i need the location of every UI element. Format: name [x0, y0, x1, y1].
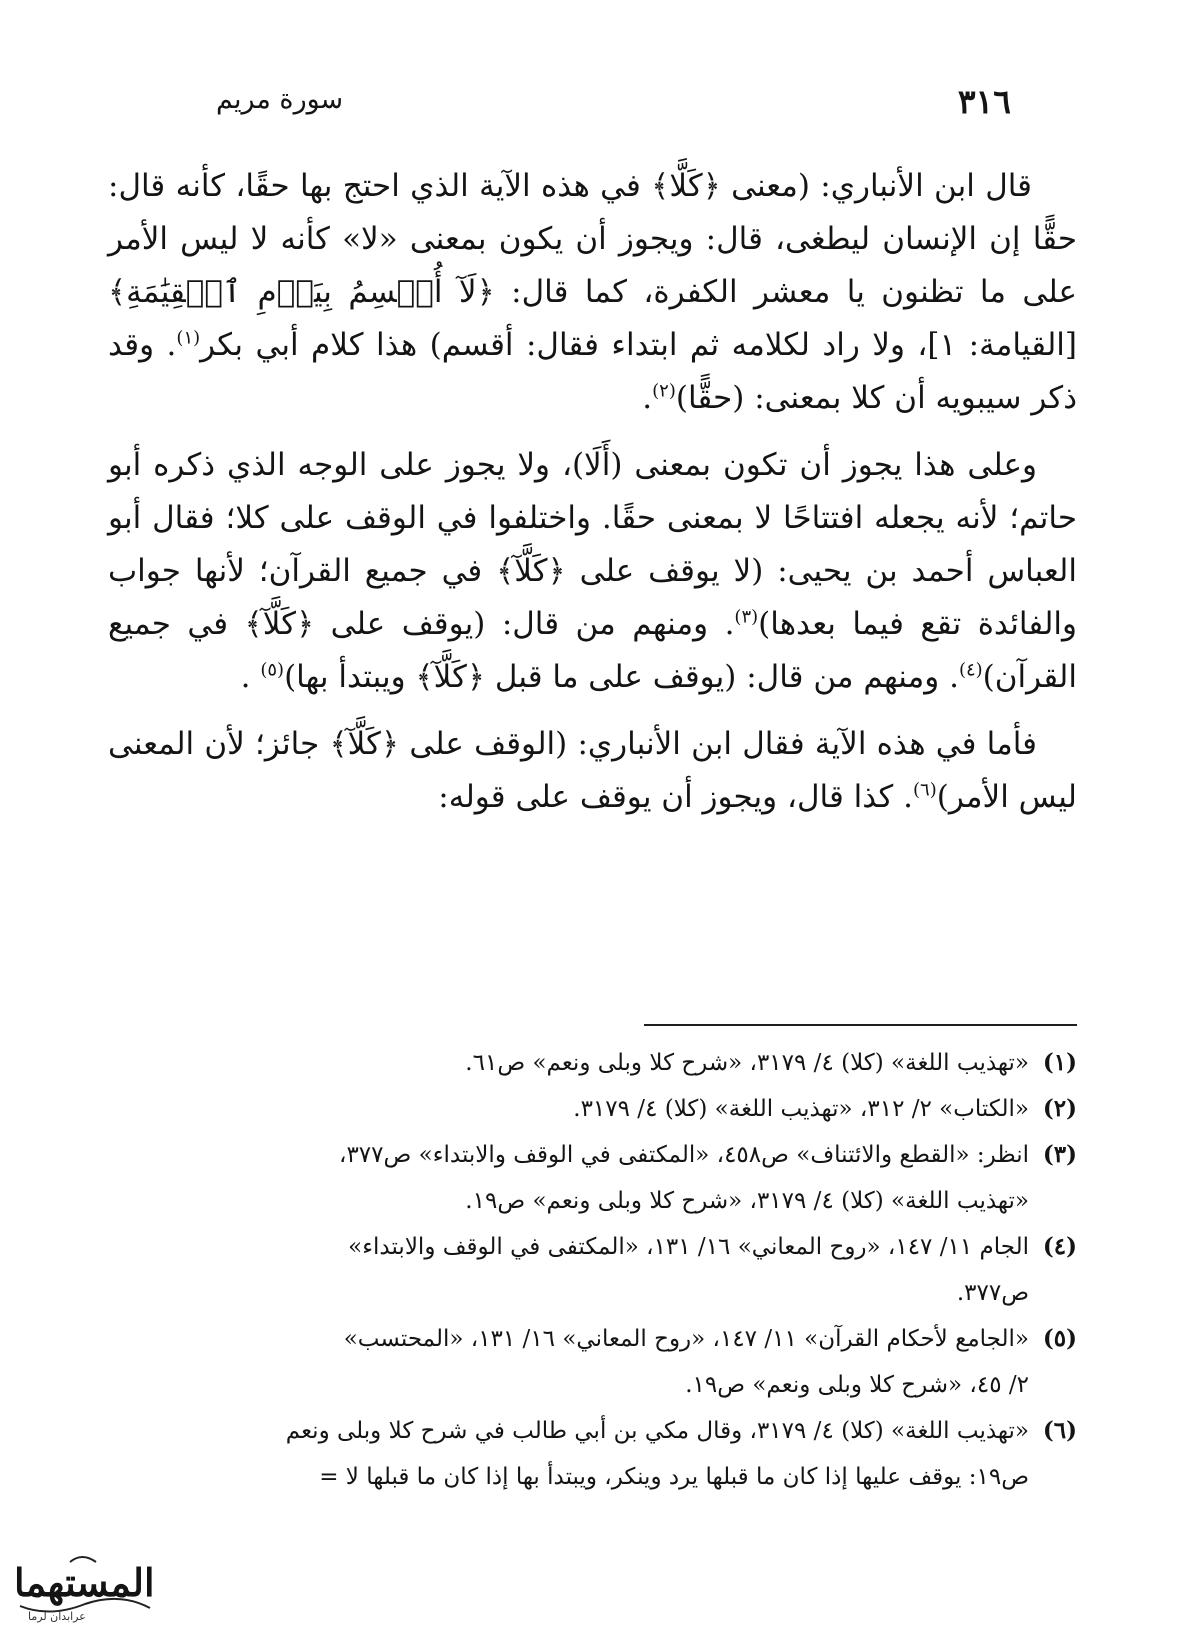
surah-title: سورة مريم: [216, 84, 344, 115]
footnote-5: [108, 1316, 1077, 1408]
footnote-line: الجام ١١/ ١٤٧، «روح المعاني» ١٦/ ١٣١، «المكتفى في الوقف والابتداء»: [348, 1234, 1029, 1260]
footnote-3: [108, 1132, 1077, 1224]
footnote-line: ٢/ ٤٥، «شرح كلا وبلى ونعم» ص١٩.: [685, 1372, 1029, 1398]
paragraph-3-tail: . كذا قال، ويجوز أن يوقف على قوله:: [438, 779, 913, 815]
footnote-line: ص١٩: يوقف عليها إذا كان ما قبلها يرد وينكر، ويبتدأ بها إذا كان ما قبلها لا =: [319, 1464, 1029, 1490]
footnote-text: [108, 1040, 1029, 1086]
footnote-line: «تهذيب اللغة» (كلا) ٤/ ٣١٧٩، وقال مكي بن أبي طالب في شرح كلا وبلى ونعم: [285, 1418, 1029, 1444]
footnote-6: [108, 1408, 1077, 1500]
logo-text: المستهما: [14, 1560, 155, 1605]
footnote-1: [108, 1040, 1077, 1086]
logo-subtext: عرابدان لرما: [28, 1610, 86, 1623]
main-text: [108, 160, 1077, 838]
footnote-ref-5[interactable]: (٥): [260, 659, 285, 681]
paragraph-1: [108, 160, 1077, 425]
footnote-ref-3[interactable]: (٣): [734, 606, 759, 628]
watermark-logo: [10, 1548, 160, 1638]
footnote-ref-1[interactable]: (١): [176, 327, 201, 349]
footnote-text: [108, 1408, 1029, 1500]
footnote-number: (٢): [1042, 1095, 1077, 1122]
footnote-text: [108, 1132, 1029, 1224]
footnote-ref-2[interactable]: (٢): [652, 380, 676, 402]
paragraph-2-tail: . ومنهم من قال: (يوقف على ﴿كَلَّآ﴾ في جميع القرآن): [108, 606, 1077, 695]
paragraph-1-end: .: [642, 380, 653, 416]
paragraph-1-tail: . وقد ذكر سيبويه أن كلا بمعنى: (حقًّا): [108, 327, 1077, 416]
paragraph-2-tail2: . ومنهم من قال: (يوقف على ما قبل ﴿كَلَّآ﴾ ويبتدأ بها): [284, 659, 959, 695]
footnote-line: «تهذيب اللغة» (كلا) ٤/ ٣١٧٩، «شرح كلا وبلى ونعم» ص٦١.: [465, 1050, 1029, 1076]
footnote-4: [108, 1224, 1077, 1316]
paragraph-2: [108, 439, 1077, 704]
footnote-line: «تهذيب اللغة» (كلا) ٤/ ٣١٧٩، «شرح كلا وبلى ونعم» ص١٩.: [465, 1188, 1029, 1214]
footnote-number: (٦): [1042, 1417, 1077, 1444]
paragraph-2-end: .: [240, 659, 261, 695]
footnote-divider: [644, 1024, 1077, 1026]
page-number: ٣١٦: [957, 82, 1011, 121]
paragraph-3: [108, 718, 1077, 824]
footnote-line: ص٣٧٧.: [956, 1280, 1029, 1306]
footnote-ref-4[interactable]: (٤): [958, 659, 983, 681]
footnote-number: (٥): [1042, 1325, 1077, 1352]
footnote-number: (١): [1042, 1049, 1077, 1076]
footnote-ref-6[interactable]: (٦): [912, 779, 937, 801]
paragraph-1-text: قال ابن الأنباري: (معنى ﴿كَلَّا﴾ في هذه الآية الذي احتج بها حقًا، كأنه قال: حقًّا إن الإنسان ليطغى، قال: ويجوز أن يكون بمعنى «لا» كأنه لا ليس الأمر على ما تظنون يا معشر الكفرة، كما قال: ﴿لَآ أُقۡسِمُ بِيَوۡمِ ٱلۡقِيَٰمَةِ﴾ [القيامة: ١]، ولا راد لكلامه ثم ابتداء فقال: أقسم) هذا كلام أبي بكر: [108, 168, 1077, 363]
footnote-text: [108, 1224, 1029, 1316]
footnote-2: [108, 1086, 1077, 1132]
footnotes: [108, 1040, 1077, 1500]
footnote-line: «الكتاب» ٢/ ٣١٢، «تهذيب اللغة» (كلا) ٤/ ٣١٧٩.: [573, 1096, 1029, 1122]
page-header: [110, 82, 1075, 122]
paragraph-3-text: فأما في هذه الآية فقال ابن الأنباري: (الوقف على ﴿كَلَّآ﴾ جائز؛ لأن المعنى ليس الأمر): [108, 726, 1077, 815]
footnote-number: (٤): [1042, 1233, 1077, 1260]
paragraph-2-text: وعلى هذا يجوز أن تكون بمعنى (أَلَا)، ولا يجوز على الوجه الذي ذكره أبو حاتم؛ لأنه يجعله افتتاحًا لا بمعنى حقًا. واختلفوا في الوقف على كلا؛ فقال أبو العباس أحمد بن يحيى: (لا يوقف على ﴿كَلَّآ﴾ في جميع القرآن؛ لأنها جواب والفائدة تقع فيما بعدها): [108, 447, 1077, 642]
footnote-line: «الجامع لأحكام القرآن» ١١/ ١٤٧، «روح المعاني» ١٦/ ١٣١، «المحتسب»: [343, 1326, 1029, 1352]
footnote-text: [108, 1316, 1029, 1408]
footnote-number: (٣): [1042, 1141, 1077, 1168]
footnote-text: [108, 1086, 1029, 1132]
footnote-line: انظر: «القطع والائتناف» ص٤٥٨، «المكتفى في الوقف والابتداء» ص٣٧٧،: [339, 1142, 1029, 1168]
